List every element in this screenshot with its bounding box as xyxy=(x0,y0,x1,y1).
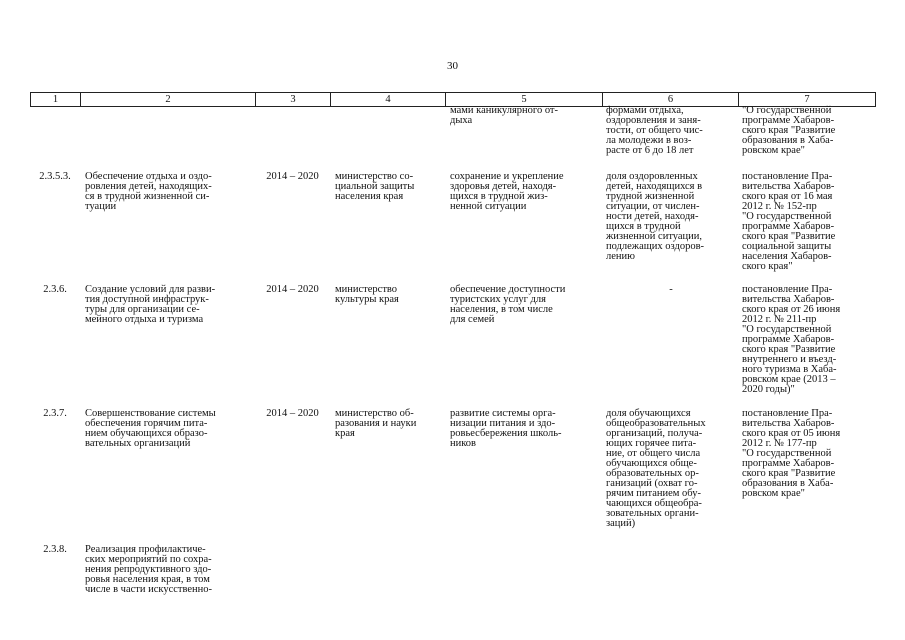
cell-document: постановление Пра- вительства Хабаров- ского края от 05 июня 2012 г. № 177-пр "О государственной программе Хабаров- ского края "Развитие образования в Хаба- ровском крае" xyxy=(742,408,841,499)
cell-indicator: доля оздоровленных детей, находящихся в трудной жизненной ситуации, от числен- ности детей, находя- щихся в трудной жизненной ситуации, подлежащих оздоров- лению xyxy=(606,171,705,262)
cell-executor: министерство об- разования и науки края xyxy=(335,408,417,439)
table-row xyxy=(30,545,876,605)
column-header-7: 7 xyxy=(738,93,876,106)
table-row xyxy=(30,172,876,280)
cell-period: 2014 – 2020 xyxy=(266,408,319,419)
cell-name: Обеспечение отдыха и оздо- ровления детей, находящих- ся в трудной жизненной си- туации xyxy=(85,171,212,212)
table-row-continuation xyxy=(30,106,876,164)
cell-number: 2.3.6. xyxy=(43,284,67,295)
column-header-5: 5 xyxy=(445,93,602,106)
cell-result: мами каникулярного от- дыха xyxy=(450,105,559,126)
cell-number: 2.3.8. xyxy=(43,544,67,555)
page-number: 30 xyxy=(447,60,458,72)
cell-indicator: формами отдыха, оздоровления и заня- тости, от общего чис- ла молодежи в воз- расте от 6 до 18 лет xyxy=(606,105,703,156)
cell-document: постановление Пра- вительства Хабаров- ского края от 16 мая 2012 г. № 152-пр "О государственной программе Хабаров- ского края "Развитие социальной защиты населения Хабаров- ского края" xyxy=(742,171,836,272)
table-row xyxy=(30,285,876,400)
cell-indicator: доля обучающихся общеобразовательных организаций, получа- ющих горячее пита- ние, от общего числа обучающихся обще- образовательных ор- ганизаций (охват го- рячим питанием обу- чающихся общеобра- зовательных органи- заций) xyxy=(606,408,706,529)
column-header-1: 1 xyxy=(30,93,80,106)
cell-period: 2014 – 2020 xyxy=(266,171,319,182)
cell-result: обеспечение доступности туристских услуг для населения, в том числе для семей xyxy=(450,284,566,325)
cell-name: Создание условий для разви- тия доступной инфраструк- туры для организации се- мейного отдыха и туризма xyxy=(85,284,216,325)
cell-name: Совершенствование системы обеспечения горячим пита- нием обучающихся образо- вательных организаций xyxy=(85,408,216,449)
cell-name: Реализация профилактиче- ских мероприятий по сохра- нения репродуктивного здо- ровья населения края, в том числе в части искусственно- xyxy=(85,544,213,595)
column-header-2: 2 xyxy=(80,93,255,106)
cell-number: 2.3.7. xyxy=(43,408,67,419)
cell-result: развитие системы орга- низации питания и здо- ровьесбережения школь- ников xyxy=(450,408,562,449)
cell-executor: министерство со- циальной защиты населения края xyxy=(335,171,415,202)
cell-result: сохранение и укрепление здоровья детей, находя- щихся в трудной жиз- ненной ситуации xyxy=(450,171,564,212)
cell-document: постановление Пра- вительства Хабаров- ского края от 26 июня 2012 г. № 211-пр "О государственной программе Хабаров- ского края "Развитие внутреннего и въезд- ного туризма в Хаба- ровском крае (2013 – 2020 годы)" xyxy=(742,284,841,395)
cell-indicator: - xyxy=(669,284,673,295)
cell-executor: министерство культуры края xyxy=(335,284,399,305)
column-header-4: 4 xyxy=(330,93,445,106)
column-header-6: 6 xyxy=(602,93,738,106)
column-header-3: 3 xyxy=(255,93,330,106)
cell-period: 2014 – 2020 xyxy=(266,284,319,295)
table-row xyxy=(30,409,876,537)
cell-document: "О государственной программе Хабаров- ского края "Развитие образования в Хаба- ровском крае" xyxy=(742,105,836,156)
cell-number: 2.3.5.3. xyxy=(39,171,71,182)
